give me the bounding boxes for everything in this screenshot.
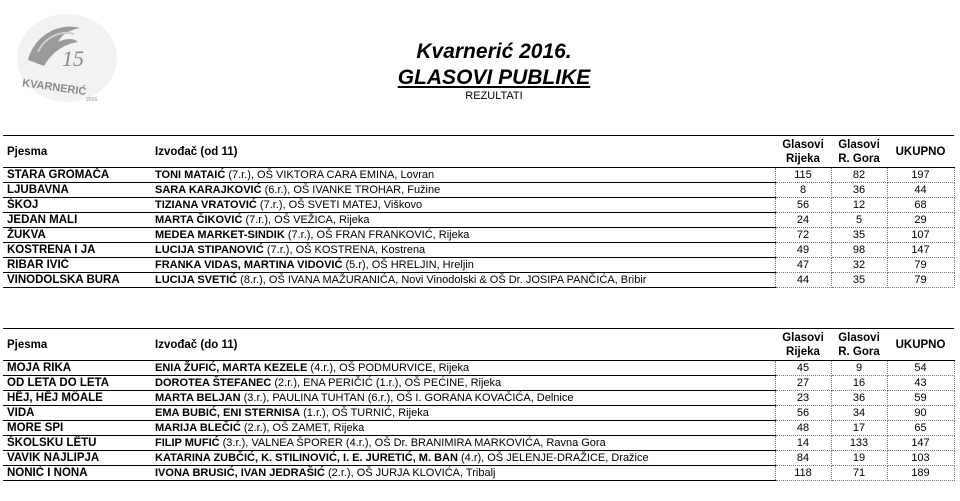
performer-cell — [151, 213, 775, 228]
song-cell: VINODOLSKA BURA — [3, 273, 151, 288]
performer-names: TONI MATAIĆ — [155, 168, 226, 181]
performer-cell — [151, 198, 775, 213]
results-label: REZULTATI — [465, 90, 523, 102]
votes-rijeka-cell: 14 — [775, 436, 831, 451]
performer-cell — [151, 273, 775, 288]
performer-names: KATARINA ZUBČIĆ, K. STILINOVIĆ, I. E. JURETIĆ, M. BAN — [155, 451, 458, 464]
song-cell: STARA GROMAČA — [3, 168, 151, 183]
performer-names: ENIA ŽUFIĆ, MARTA KEZELE — [155, 361, 308, 374]
votes-rijeka-cell: 56 — [775, 198, 831, 213]
performer-cell — [151, 391, 775, 406]
song-cell: NONIĆ I NONA — [3, 466, 151, 481]
performer-cell — [151, 466, 775, 481]
total-cell: 79 — [887, 273, 954, 288]
votes-rijeka-cell: 115 — [775, 168, 831, 183]
votes-rijeka-cell: 44 — [775, 273, 831, 288]
performer-cell — [151, 183, 775, 198]
performer-names: DOROTEA ŠTEFANEC — [155, 376, 272, 389]
table-row — [3, 376, 954, 391]
table-body — [3, 168, 954, 288]
performer-details: (4.r.), OŠ PODMURVICE, Rijeka — [307, 361, 470, 374]
performer-names: MARTA BELJAN — [155, 391, 241, 404]
table-row — [3, 273, 954, 288]
table-row — [3, 391, 954, 406]
song-cell: ŠKOLSKU LËTU — [3, 436, 151, 451]
table-row — [3, 421, 954, 436]
table-header — [3, 136, 954, 168]
performer-cell — [151, 406, 775, 421]
total-cell: 107 — [887, 228, 954, 243]
votes-rijeka-cell: 118 — [775, 466, 831, 481]
total-cell: 90 — [887, 406, 954, 421]
votes-rijeka-cell: 49 — [775, 243, 831, 258]
column-total: UKUPNO — [887, 136, 954, 168]
votes-rijeka-cell: 84 — [775, 451, 831, 466]
total-cell: 197 — [887, 168, 954, 183]
column-song: Pjesma — [3, 136, 151, 168]
column-performer: Izvođač (od 11) — [151, 136, 775, 168]
performer-names: MARTA ČIKOVIĆ — [155, 213, 243, 226]
performer-details: (3.r.), VALNEA ŠPORER (4.r.), OŠ Dr. BRANIMIRA MARKOVIĆA, Ravna Gora — [219, 436, 606, 449]
votes-rijeka-cell: 24 — [775, 213, 831, 228]
performer-names: EMA BUBIĆ, ENI STERNISA — [155, 406, 301, 419]
total-cell: 65 — [887, 421, 954, 436]
votes-gora-cell: 16 — [831, 376, 887, 391]
total-cell: 43 — [887, 376, 954, 391]
performer-cell — [151, 258, 775, 273]
column-votes-gora: Glasovi R. Gora — [831, 329, 887, 361]
total-cell: 59 — [887, 391, 954, 406]
total-cell: 147 — [887, 436, 954, 451]
performer-cell — [151, 361, 775, 376]
song-cell: HÊJ, HÊJ MÔALE — [3, 391, 151, 406]
performer-details: (7.r.), OŠ VIKTORA CARA EMINA, Lovran — [225, 168, 435, 181]
total-cell: 44 — [887, 183, 954, 198]
table-header — [3, 329, 954, 361]
votes-rijeka-cell: 48 — [775, 421, 831, 436]
votes-gora-cell: 82 — [831, 168, 887, 183]
title-block — [0, 40, 960, 103]
column-votes-gora: Glasovi R. Gora — [831, 136, 887, 168]
votes-gora-cell: 9 — [831, 361, 887, 376]
performer-details: (4.r), OŠ JELENJE-DRAŽICE, Dražice — [457, 451, 649, 464]
performer-cell — [151, 243, 775, 258]
table-row — [3, 228, 954, 243]
votes-gora-cell: 36 — [831, 183, 887, 198]
performer-cell — [151, 436, 775, 451]
table-body — [3, 361, 954, 481]
votes-gora-cell: 98 — [831, 243, 887, 258]
performer-cell — [151, 376, 775, 391]
performer-names: SARA KARAJKOVIĆ — [155, 183, 262, 196]
table-row — [3, 361, 954, 376]
performer-cell — [151, 228, 775, 243]
table-row — [3, 466, 954, 481]
total-cell: 29 — [887, 213, 954, 228]
votes-gora-cell: 71 — [831, 466, 887, 481]
performer-cell — [151, 421, 775, 436]
performer-details: (3.r.), PAULINA TUHTAN (6.r.), OŠ I. GORANA KOVAČIĆA, Delnice — [240, 391, 574, 404]
song-cell: RIBAR IVIĆ — [3, 258, 151, 273]
performer-details: (2.r.), ENA PERIČIĆ (1.r.), OŠ PEĆINE, Rijeka — [271, 376, 502, 389]
table-row — [3, 436, 954, 451]
votes-gora-cell: 32 — [831, 258, 887, 273]
table-row — [3, 451, 954, 466]
logo-text: KVARNERIĆ — [21, 77, 88, 99]
votes-rijeka-cell: 23 — [775, 391, 831, 406]
song-cell: ŠKOJ — [3, 198, 151, 213]
logo-year: 2016. — [86, 97, 99, 103]
votes-gora-cell: 17 — [831, 421, 887, 436]
results-table-under-11 — [3, 328, 955, 481]
total-cell: 103 — [887, 451, 954, 466]
performer-names: FRANKA VIDAS, MARTINA VIDOVIĆ — [155, 258, 343, 271]
votes-rijeka-cell: 47 — [775, 258, 831, 273]
votes-gora-cell: 133 — [831, 436, 887, 451]
performer-details: (2.r.), OŠ ZAMET, Rijeka — [240, 421, 365, 434]
votes-gora-cell: 36 — [831, 391, 887, 406]
song-cell: JEDAN MALI — [3, 213, 151, 228]
performer-cell — [151, 451, 775, 466]
performer-names: LUCIJA STIPANOVIĆ — [155, 243, 264, 256]
total-cell: 147 — [887, 243, 954, 258]
page-subtitle: GLASOVI PUBLIKE — [397, 66, 591, 89]
votes-gora-cell: 12 — [831, 198, 887, 213]
total-cell: 189 — [887, 466, 954, 481]
table-row — [3, 183, 954, 198]
column-total: UKUPNO — [887, 329, 954, 361]
performer-details: (7.r.), OŠ SVETI MATEJ, Viškovo — [256, 198, 423, 211]
song-cell: MOJA RIKA — [3, 361, 151, 376]
column-song: Pjesma — [3, 329, 151, 361]
column-votes-rijeka: Glasovi Rijeka — [775, 136, 831, 168]
performer-cell — [151, 168, 775, 183]
table-row — [3, 213, 954, 228]
performer-names: MEDEA MARKET-SINDIK — [155, 228, 285, 241]
song-cell: ŽUKVA — [3, 228, 151, 243]
table-row — [3, 243, 954, 258]
song-cell: VAVIK NAJLIPJA — [3, 451, 151, 466]
table-row — [3, 258, 954, 273]
performer-details: (7.r.), OŠ KOSTRENA, Kostrena — [263, 243, 426, 256]
performer-names: TIZIANA VRATOVIĆ — [155, 198, 257, 211]
votes-gora-cell: 34 — [831, 406, 887, 421]
votes-rijeka-cell: 72 — [775, 228, 831, 243]
total-cell: 79 — [887, 258, 954, 273]
song-cell: KOSTRENA I JA — [3, 243, 151, 258]
performer-names: IVONA BRUSIĆ, IVAN JEDRAŠIĆ — [155, 466, 325, 479]
votes-gora-cell: 19 — [831, 451, 887, 466]
page-title: Kvarnerić 2016. — [416, 40, 572, 63]
logo-number: 15 — [62, 46, 84, 71]
performer-details: (8.r.), OŠ IVANA MAŽURANIĆA, Novi Vinodolski & OŠ Dr. JOSIPA PANČIĆA, Bribir — [237, 273, 647, 286]
total-cell: 54 — [887, 361, 954, 376]
column-performer: Izvođač (do 11) — [151, 329, 775, 361]
song-cell: VIDA — [3, 406, 151, 421]
votes-rijeka-cell: 8 — [775, 183, 831, 198]
song-cell: LJUBAVNA — [3, 183, 151, 198]
votes-rijeka-cell: 45 — [775, 361, 831, 376]
performer-details: (2.r.), OŠ JURJA KLOVIĆA, Tribalj — [324, 466, 496, 479]
table-row — [3, 168, 954, 183]
votes-gora-cell: 35 — [831, 273, 887, 288]
performer-names: LUCIJA SVETIĆ — [155, 273, 238, 286]
performer-details: (5.r), OŠ HRELJIN, Hreljin — [342, 258, 474, 271]
song-cell: OD LETA DO LETA — [3, 376, 151, 391]
votes-rijeka-cell: 27 — [775, 376, 831, 391]
performer-details: (6.r.), OŠ IVANKE TROHAR, Fužine — [261, 183, 441, 196]
total-cell: 68 — [887, 198, 954, 213]
performer-details: (7.r.), OŠ VEŽICA, Rijeka — [242, 213, 370, 226]
performer-names: FILIP MUFIĆ — [155, 436, 220, 449]
column-votes-rijeka: Glasovi Rijeka — [775, 329, 831, 361]
votes-gora-cell: 5 — [831, 213, 887, 228]
votes-rijeka-cell: 56 — [775, 406, 831, 421]
song-cell: MORE SPI — [3, 421, 151, 436]
results-table-over-11 — [3, 135, 955, 288]
table-row — [3, 198, 954, 213]
table-row — [3, 406, 954, 421]
performer-details: (7.r.), OŠ FRAN FRANKOVIĆ, Rijeka — [284, 228, 470, 241]
performer-details: (1.r.), OŠ TURNIĆ, Rijeka — [300, 406, 429, 419]
performer-names: MARIJA BLEČIĆ — [155, 421, 241, 434]
votes-gora-cell: 35 — [831, 228, 887, 243]
